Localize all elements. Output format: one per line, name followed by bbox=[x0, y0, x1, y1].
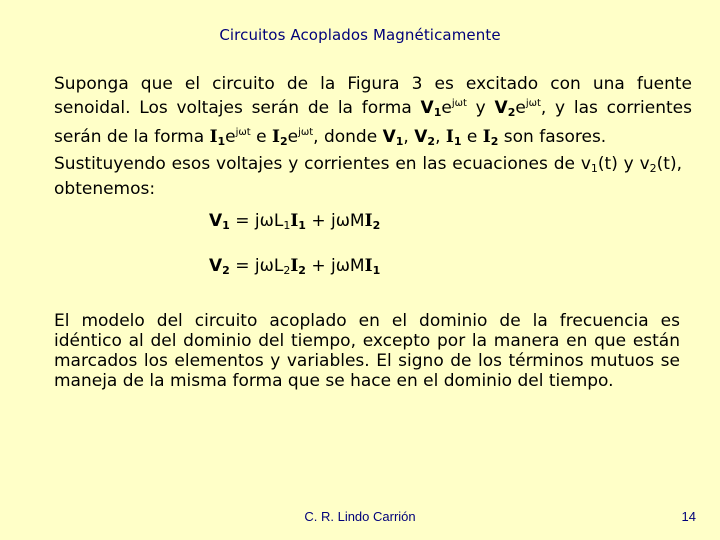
exp-power-4: jωt bbox=[298, 127, 314, 138]
phasor-i2-b-subscript: 2 bbox=[490, 135, 499, 148]
exp-base-1: e bbox=[441, 98, 452, 118]
slide-title: Circuitos Acoplados Magnéticamente bbox=[219, 26, 501, 44]
eq1-term-1-subscript: 1 bbox=[283, 219, 291, 232]
phasor-v2-subscript: 2 bbox=[507, 106, 516, 119]
eq2-current-2: I bbox=[364, 256, 373, 276]
exp-power-3: jωt bbox=[235, 127, 251, 138]
exp-base-2: e bbox=[515, 98, 526, 118]
eq1-current-1-subscript: 1 bbox=[298, 219, 306, 232]
p1-text-3: e bbox=[250, 127, 272, 147]
paragraph-substitution bbox=[40, 154, 682, 199]
v1-subscript: 1 bbox=[590, 162, 598, 175]
phasor-i1: I bbox=[209, 127, 218, 147]
exp-power-2: jωt bbox=[525, 98, 541, 109]
p2-text-1: Sustituyendo esos voltajes y corrientes en las ecuaciones de v bbox=[54, 154, 591, 174]
eq1-lhs-subscript: 1 bbox=[222, 219, 230, 232]
eq2-term-2: + jωM bbox=[305, 256, 365, 276]
phasor-v1-subscript: 1 bbox=[433, 106, 442, 119]
phasor-v1: V bbox=[420, 98, 434, 118]
eq2-current-1-subscript: 2 bbox=[298, 264, 306, 277]
exp-power-1: jωt bbox=[451, 98, 467, 109]
p2-text-3: (t), obtenemos: bbox=[54, 154, 683, 199]
v2-subscript: 2 bbox=[649, 162, 657, 175]
p3-text: El modelo del circuito acoplado en el dominio de la frecuencia es idéntico al del dominio del tiempo, excepto por la manera en que están marcados los elementos y variables. El signo de los términos mutuos se maneja de la misma forma que se hace en el dominio del tiempo. bbox=[54, 311, 680, 391]
eq2-current-1: I bbox=[290, 256, 299, 276]
phasor-v1-b-subscript: 1 bbox=[395, 135, 404, 148]
p1-text-5: e bbox=[461, 127, 483, 147]
eq1-lhs: V bbox=[209, 211, 223, 231]
paragraph-excitation bbox=[40, 74, 692, 152]
p1-comma-1: , bbox=[403, 127, 415, 147]
phasor-i2: I bbox=[272, 127, 280, 147]
exp-base-3: e bbox=[225, 127, 236, 147]
equation-v2 bbox=[209, 256, 380, 277]
eq2-term-1: = jωL bbox=[229, 256, 284, 276]
exp-base-4: e bbox=[287, 127, 299, 147]
phasor-v2: V bbox=[494, 98, 508, 118]
eq1-current-2: I bbox=[364, 211, 373, 231]
eq1-term-2: + jωM bbox=[305, 211, 365, 231]
paragraph-frequency-model bbox=[40, 311, 680, 391]
phasor-v2-b: V bbox=[414, 127, 428, 147]
phasor-i2-subscript: 2 bbox=[279, 135, 288, 148]
p1-comma-2: , bbox=[435, 127, 446, 147]
eq2-term-1-subscript: 2 bbox=[283, 264, 291, 277]
eq1-current-1: I bbox=[290, 211, 299, 231]
eq2-lhs: V bbox=[209, 256, 223, 276]
footer-author: C. R. Lindo Carrión bbox=[304, 509, 416, 524]
eq1-current-2-subscript: 2 bbox=[372, 219, 381, 232]
eq2-lhs-subscript: 2 bbox=[222, 264, 230, 277]
phasor-i1-subscript: 1 bbox=[217, 135, 226, 148]
p2-text-2: (t) y v bbox=[597, 154, 650, 174]
equation-v1 bbox=[209, 211, 380, 232]
phasor-i1-b-subscript: 1 bbox=[453, 135, 462, 148]
p1-text-2: , y las corrientes serán de la forma bbox=[54, 98, 692, 147]
phasor-v1-b: V bbox=[382, 127, 396, 147]
p1-text-6: son fasores. bbox=[498, 127, 607, 147]
p1-text-4: , donde bbox=[313, 127, 383, 147]
eq1-term-1: = jωL bbox=[229, 211, 284, 231]
p1-text-1: Suponga que el circuito de la Figura 3 es excitado con una fuente senoidal. Los voltajes serán de la forma bbox=[54, 74, 692, 118]
phasor-v2-b-subscript: 2 bbox=[427, 135, 436, 148]
phasor-i2-b: I bbox=[482, 127, 491, 147]
eq2-current-2-subscript: 1 bbox=[372, 264, 381, 277]
phasor-i1-b: I bbox=[445, 127, 454, 147]
page-number: 14 bbox=[681, 509, 696, 524]
p1-y: y bbox=[466, 98, 495, 118]
